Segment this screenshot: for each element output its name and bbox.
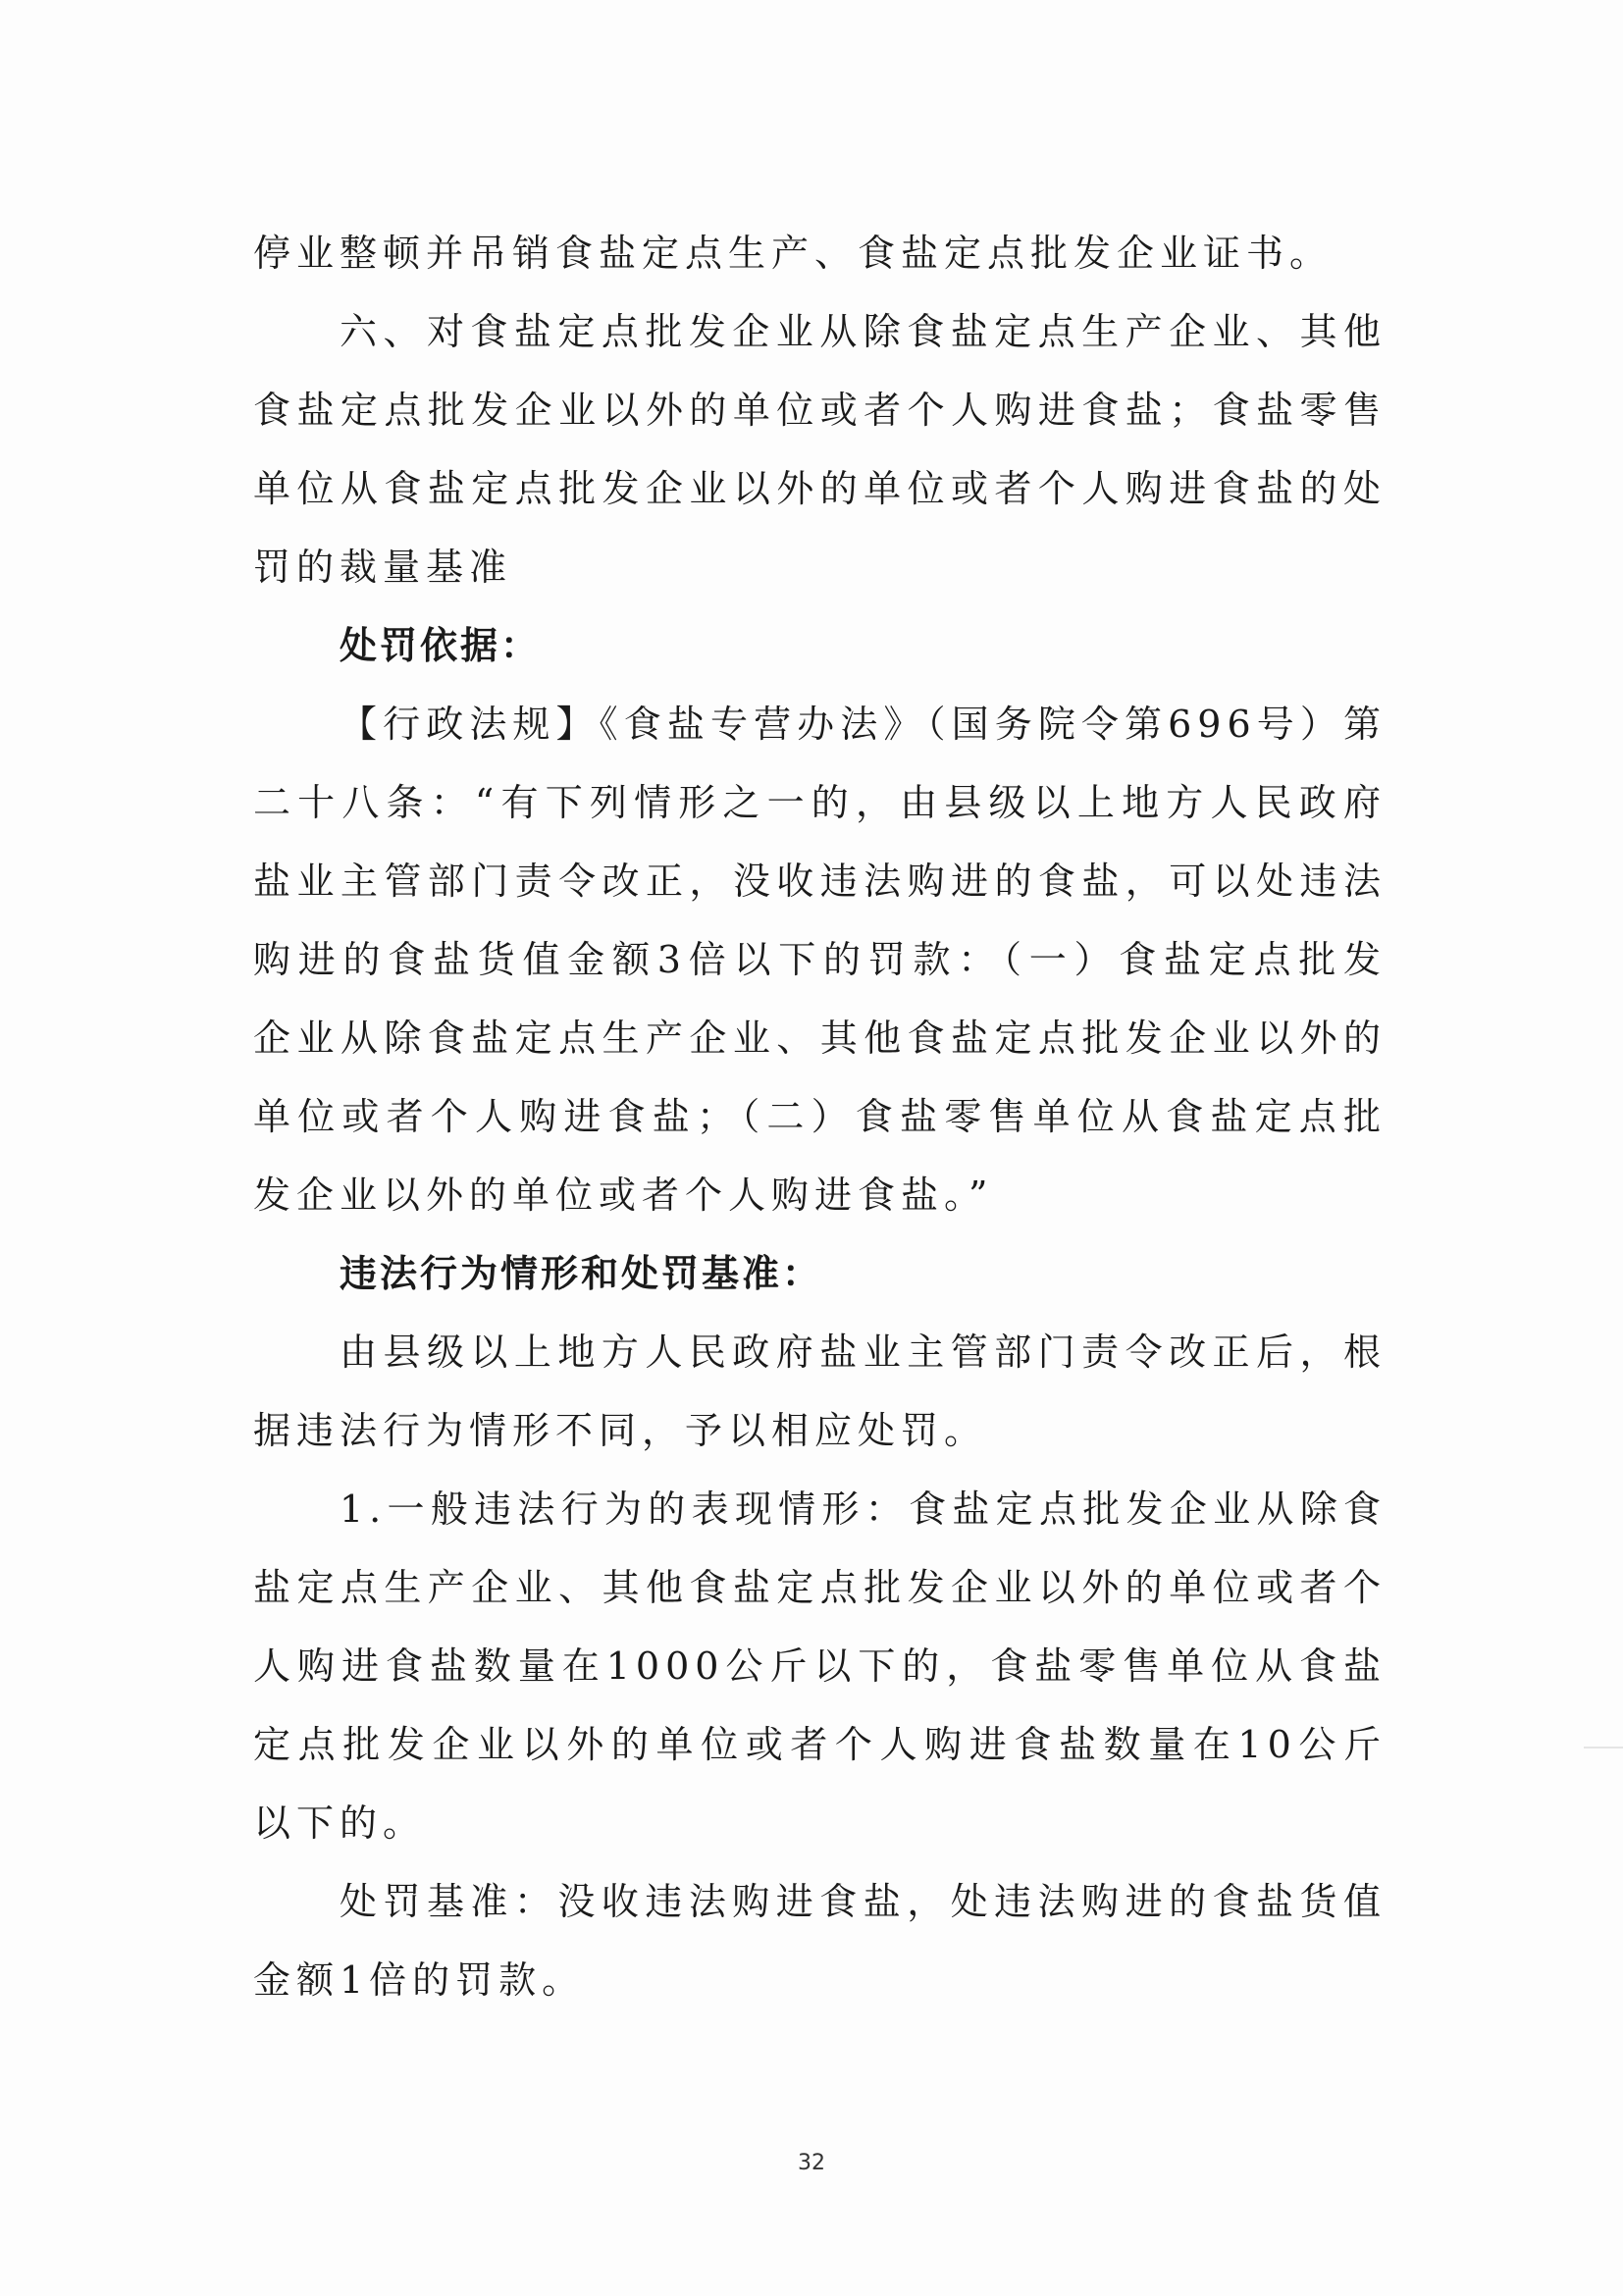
penalty-basis-heading: 处罚依据：: [340, 624, 542, 667]
penalty-standard-paragraph: 处罚基准：没收违法购进食盐，处违法购进的食盐货值金额1倍的罚款。: [253, 1880, 1387, 2002]
correction-paragraph: 由县级以上地方人民政府盐业主管部门责令改正后，根据违法行为情形不同，予以相应处罚。: [253, 1331, 1387, 1452]
violation-standard-heading: 违法行为情形和处罚基准：: [340, 1252, 823, 1295]
document-body: [253, 214, 1387, 2019]
paragraph-continuation: 停业整顿并吊销食盐定点生产、食盐定点批发企业证书。: [253, 232, 1334, 275]
page-number: 32: [798, 2151, 825, 2175]
regulation-citation: 【行政法规】《食盐专营办法》（国务院令第696号）第二十八条：“有下列情形之一的，由县级以上地方人民政府盐业主管部门责令改正，没收违法购进的食盐，可以处违法购进的食盐货值金额3倍以下的罚款：（一）食盐定点批发企业从除食盐定点生产企业、其他食盐定点批发企业以外的单位或者个人购进食盐；（二）食盐零售单位从食盐定点批发企业以外的单位或者个人购进食盐。”: [253, 703, 1387, 1217]
general-violation-paragraph: 1.一般违法行为的表现情形：食盐定点批发企业从除食盐定点生产企业、其他食盐定点批发企业以外的单位或者个人购进食盐数量在1000公斤以下的，食盐零售单位从食盐定点批发企业以外的单位或者个人购进食盐数量在10公斤以下的。: [253, 1487, 1387, 1845]
scan-edge-mark: [1584, 1747, 1623, 1748]
section-heading-six: 六、对食盐定点批发企业从除食盐定点生产企业、其他食盐定点批发企业以外的单位或者个人购进食盐；食盐零售单位从食盐定点批发企业以外的单位或者个人购进食盐的处罚的裁量基准: [253, 310, 1387, 589]
